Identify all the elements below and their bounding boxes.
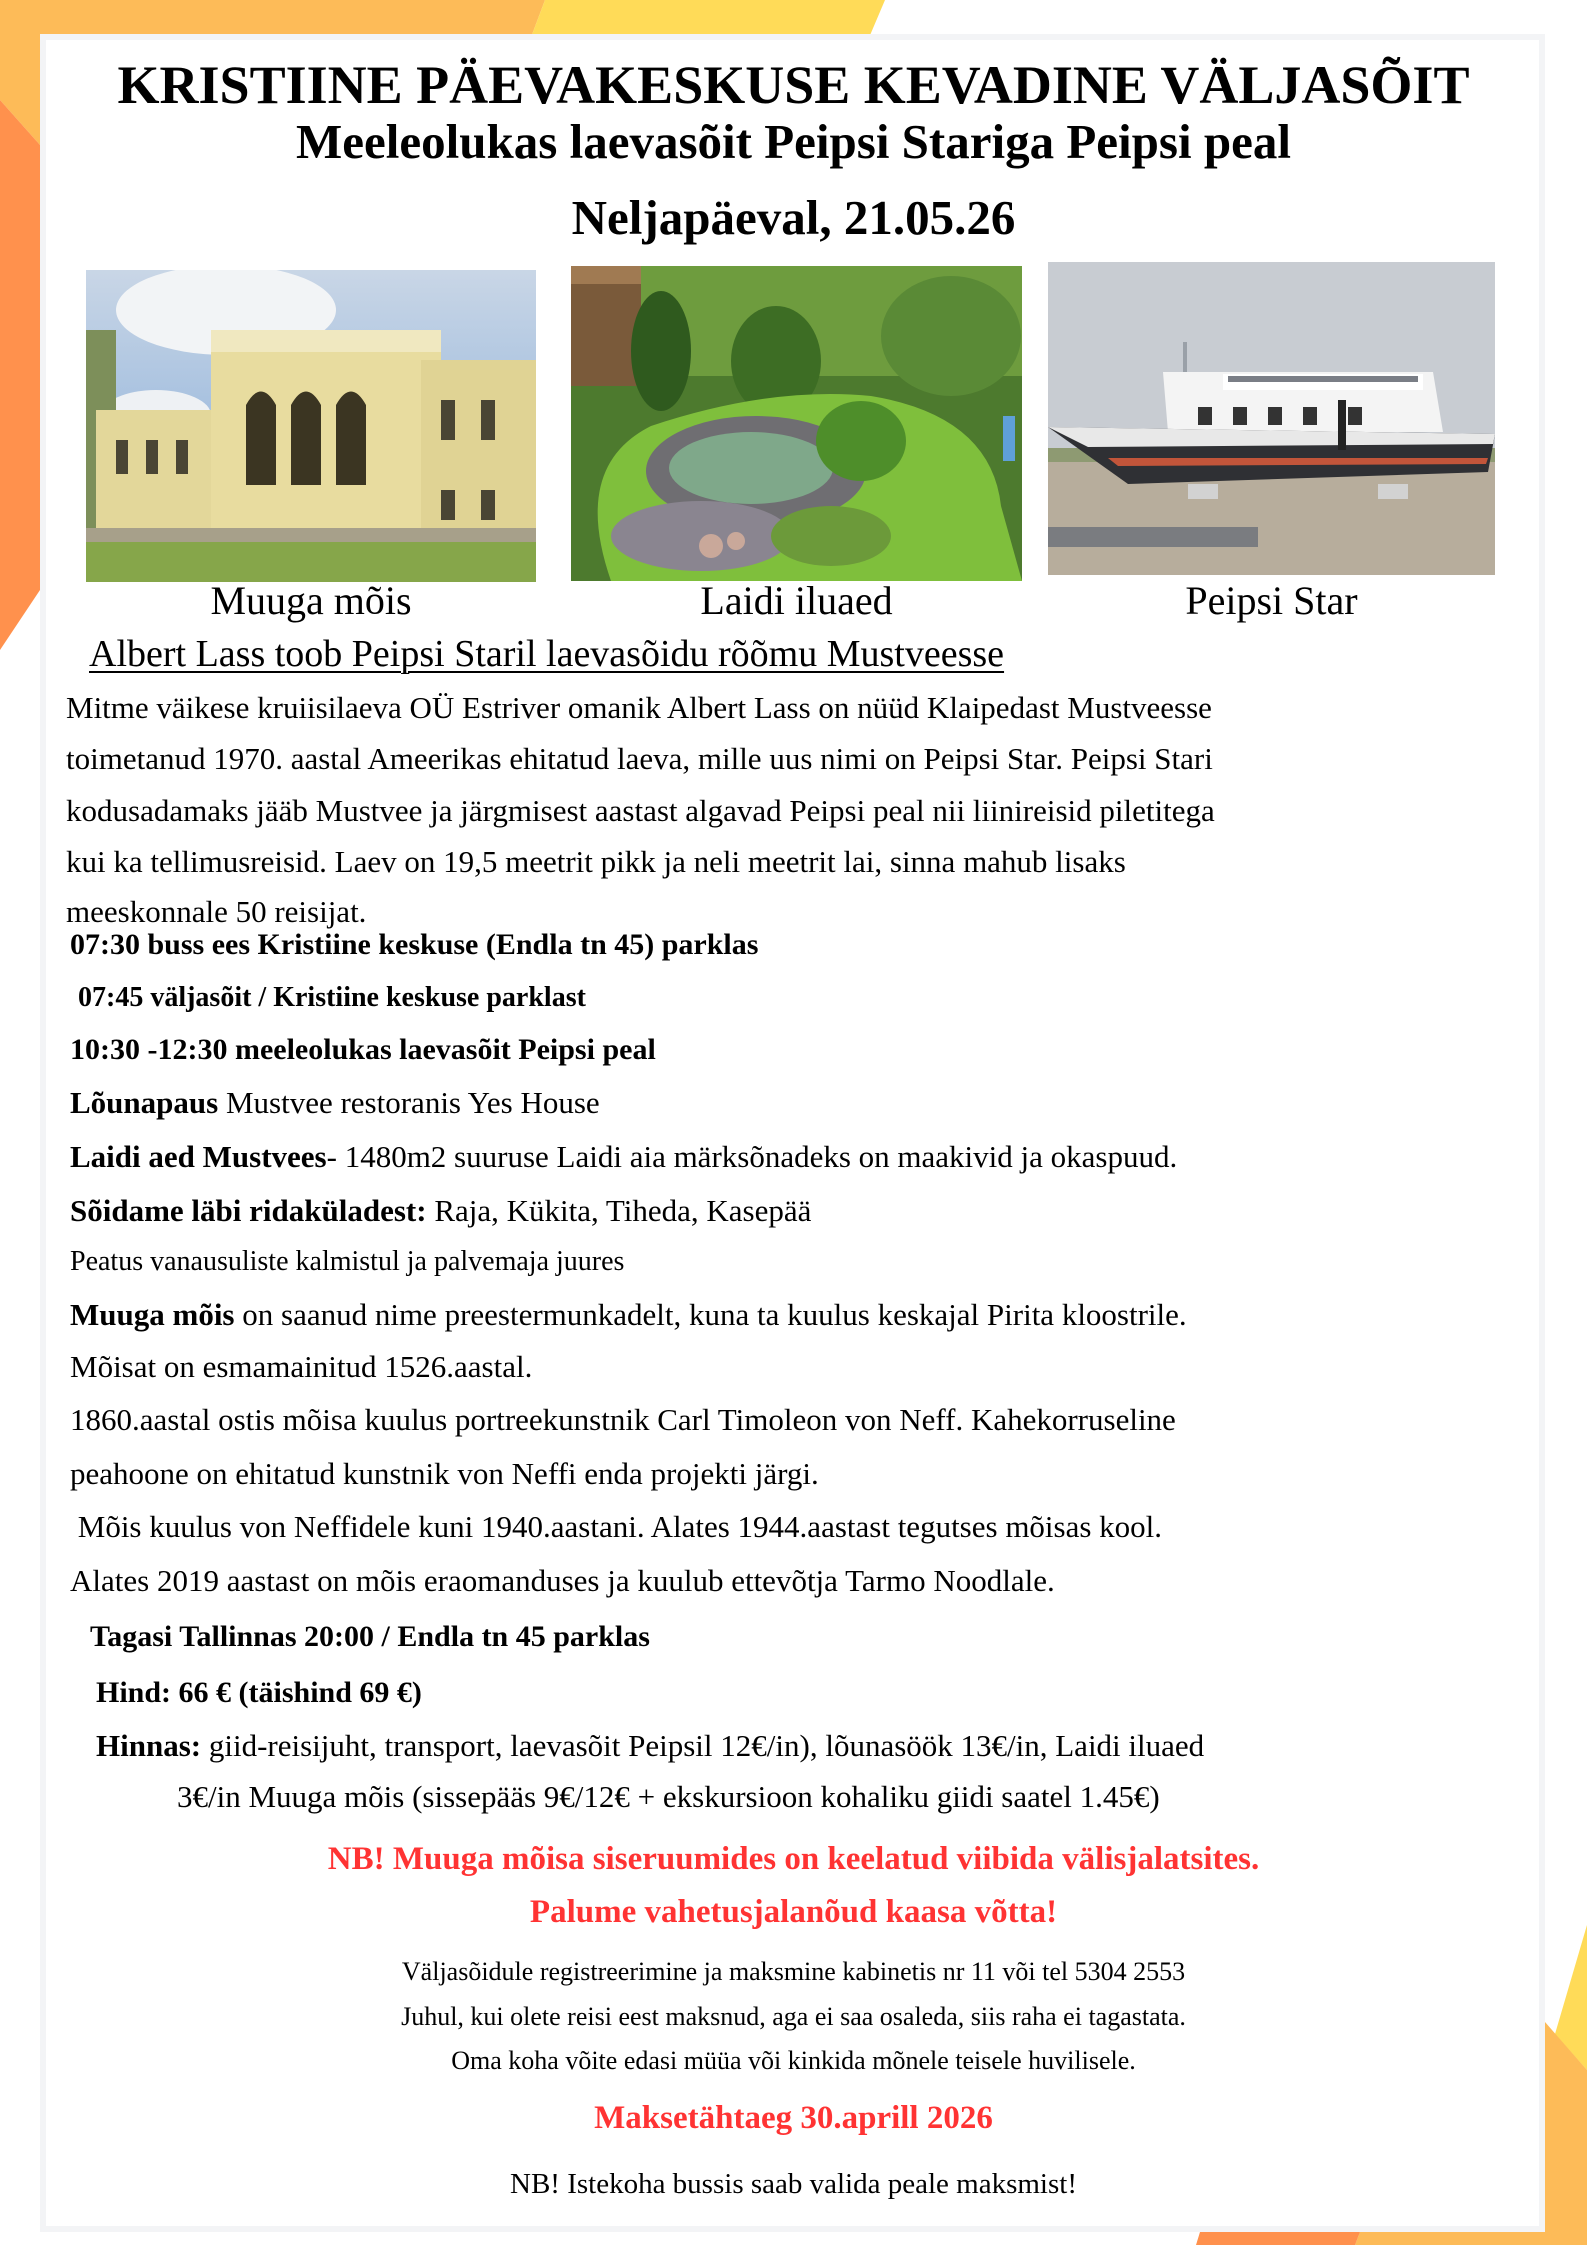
flyer-title: KRISTIINE PÄEVAKESKUSE KEVADINE VÄLJASÕIT <box>117 55 1470 115</box>
manor-history-line: peahoone on ehitatud kunstnik von Neffi enda projekti järgi. <box>70 1456 819 1491</box>
photo-muuga-manor <box>86 270 536 582</box>
includes-line1: giid-reisijuht, transport, laevasõit Peipsil 12€/in), lõunasöök 13€/in, Laidi iluaed <box>201 1728 1205 1763</box>
villages-text: Raja, Kükita, Tiheda, Kasepää <box>426 1193 812 1228</box>
garden-text: - 1480m2 suuruse Laidi aia märksõnadeks on maakivid ja okaspuud. <box>326 1139 1178 1174</box>
includes-label: Hinnas: <box>96 1728 202 1763</box>
manor-history-line: Mõisat on esmamainitud 1526.aastal. <box>70 1349 533 1384</box>
schedule-depart: 07:45 väljasõit / Kristiine keskuse parklast <box>78 982 586 1013</box>
schedule-stop: Peatus vanausuliste kalmistul ja palvemaja juures <box>70 1246 625 1277</box>
left-dark-orange-shape <box>0 100 40 650</box>
payment-deadline: Maksetähtaeg 30.aprill 2026 <box>594 2100 993 2136</box>
schedule-meet: 07:30 buss ees Kristiine keskuse (Endla tn 45) parklas <box>70 928 759 961</box>
article-line: kodusadamaks jääb Mustvee ja järgmisest aastast algavad Peipsi peal nii liinireisid piletitega <box>66 793 1215 828</box>
schedule-garden <box>70 1141 1177 1172</box>
lunch-text: Mustvee restoranis Yes House <box>218 1085 600 1120</box>
manor-history-line: 1860.aastal ostis mõisa kuulus portreekunstnik Carl Timoleon von Neff. Kahekorruseline <box>70 1402 1176 1437</box>
article-line: meeskonnale 50 reisijat. <box>66 894 367 929</box>
schedule-cruise: 10:30 -12:30 meeleolukas laevasõit Peipsi peal <box>70 1033 656 1066</box>
refund-info: Juhul, kui olete reisi eest maksnud, aga ei saa osaleda, siis raha ei tagastata. <box>401 2002 1186 2031</box>
price-includes <box>96 1730 1204 1761</box>
registration-info: Väljasõidule registreerimine ja maksmine kabinetis nr 11 või tel 5304 2553 <box>401 1957 1186 1986</box>
schedule-villages <box>70 1195 811 1226</box>
warning-line-1: NB! Muuga mõisa siseruumides on keelatud viibida välisjalatsites. <box>327 1841 1260 1877</box>
article-headline: Albert Lass toob Peipsi Staril laevasõidu rõõmu Mustveesse <box>89 633 1005 675</box>
manor-text: on saanud nime preestermunkadelt, kuna ta kuulus keskajal Pirita kloostrile. <box>234 1297 1187 1332</box>
garden-label: Laidi aed Mustvees <box>70 1139 327 1174</box>
article-line: kui ka tellimusreisid. Laev on 19,5 meetrit pikk ja neli meetrit lai, sinna mahub lisaks <box>66 844 1126 879</box>
caption-laidi-iluaed: Laidi iluaed <box>700 578 893 623</box>
transfer-info: Oma koha võite edasi müüa või kinkida mõnele teisele huvilisele. <box>451 2046 1136 2075</box>
caption-muuga-mois: Muuga mõis <box>210 578 412 623</box>
article-line: toimetanud 1970. aastal Ameerikas ehitatud laeva, mille uus nimi on Peipsi Star. Peipsi Stari <box>66 741 1213 776</box>
warning-line-2: Palume vahetusjalanõud kaasa võtta! <box>529 1894 1058 1930</box>
lunch-label: Lõunapaus <box>70 1085 219 1120</box>
seat-info: NB! Istekoha bussis saab valida peale maksmist! <box>510 2168 1077 2200</box>
schedule-lunch <box>70 1087 600 1118</box>
photo-laidi-garden <box>571 266 1022 581</box>
photo-peipsi-star <box>1048 262 1495 575</box>
manor-label: Muuga mõis <box>70 1297 235 1332</box>
schedule-return: Tagasi Tallinnas 20:00 / Endla tn 45 parklas <box>90 1620 650 1653</box>
manor-history-line: Mõis kuulus von Neffidele kuni 1940.aastani. Alates 1944.aastast tegutses mõisas kool. <box>70 1509 1163 1544</box>
garden-pond-image <box>571 266 1022 581</box>
manor-house-image <box>86 270 536 582</box>
flyer-subtitle: Meeleolukas laevasõit Peipsi Stariga Peipsi peal <box>296 114 1291 169</box>
manor-history-line: Alates 2019 aastast on mõis eraomanduses ja kuulub ettevõtja Tarmo Noodlale. <box>70 1563 1055 1598</box>
villages-label: Sõidame läbi ridaküladest: <box>70 1193 427 1228</box>
boat-image <box>1048 262 1495 575</box>
caption-peipsi-star: Peipsi Star <box>1185 578 1358 623</box>
bottom-dark-orange-shape <box>1196 2232 1360 2245</box>
article-line: Mitme väikese kruiisilaeva OÜ Estriver omanik Albert Lass on nüüd Klaipedast Mustveesse <box>66 690 1212 725</box>
flyer-date: Neljapäeval, 21.05.26 <box>571 190 1016 245</box>
price: Hind: 66 € (täishind 69 €) <box>96 1676 422 1709</box>
schedule-manor <box>70 1299 1187 1330</box>
price-includes-line2: 3€/in Muuga mõis (sissepääs 9€/12€ + ekskursioon kohaliku giidi saatel 1.45€) <box>177 1779 1160 1814</box>
